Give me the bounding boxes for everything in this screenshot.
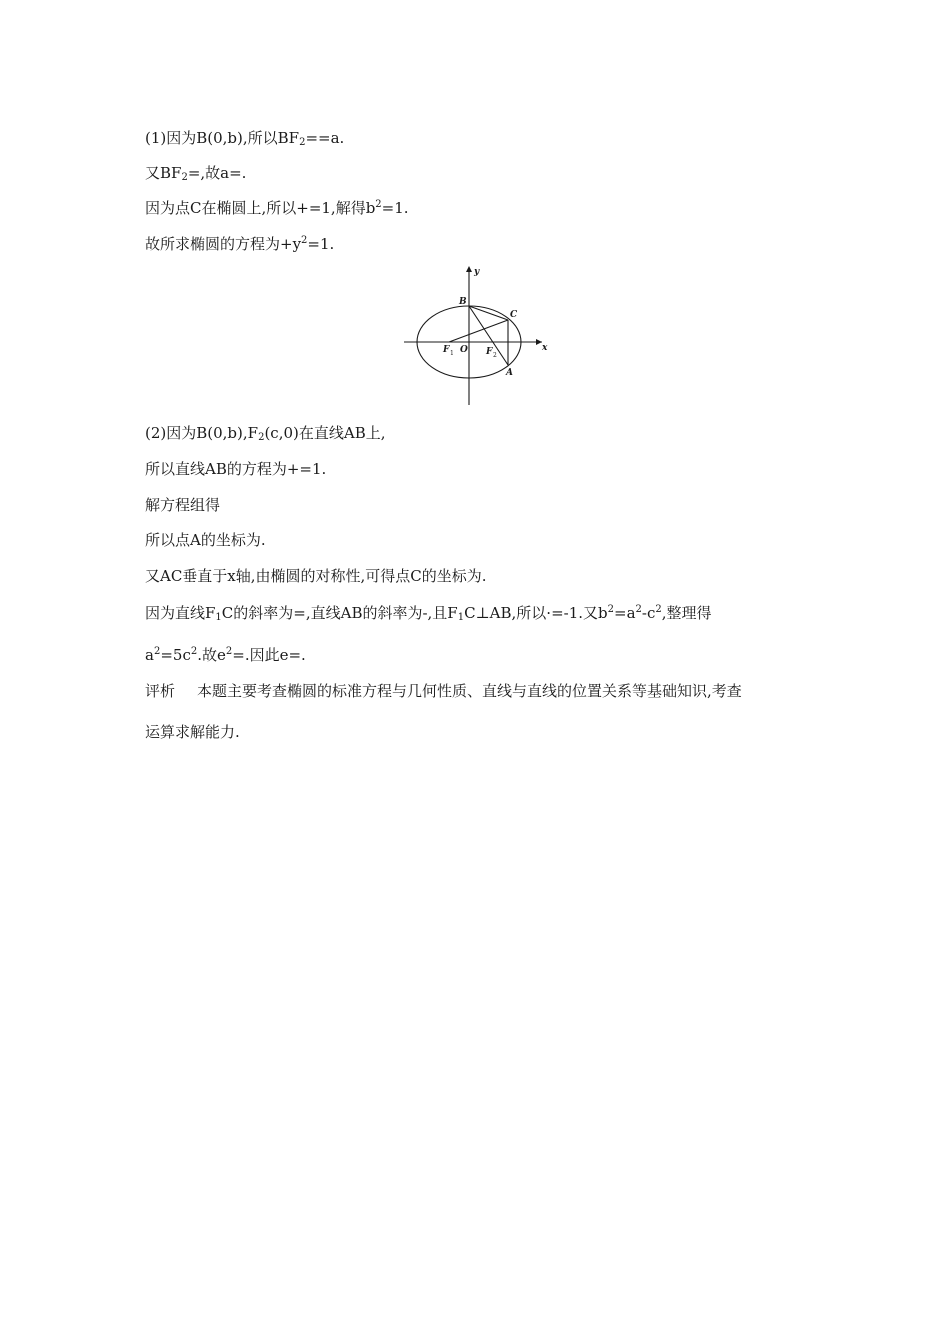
comment-label: 评析 <box>145 682 176 700</box>
superscript: 2 <box>607 604 614 615</box>
text: (1)因为B(0,b),所以BF <box>145 129 300 147</box>
text: =a <box>614 604 636 622</box>
text: ,整理得 <box>661 604 712 622</box>
part1-line2 <box>145 163 246 183</box>
text: C⊥AB,所以·=-1.又b <box>464 604 608 622</box>
focus1-subscript: 1 <box>450 350 454 357</box>
comment-line2 <box>145 722 240 742</box>
text: (c,0)在直线AB上, <box>264 424 386 442</box>
part2-line7 <box>145 645 306 665</box>
part1-line3 <box>145 198 409 218</box>
text: .故e <box>197 646 226 664</box>
text: =.因此e=. <box>232 646 306 664</box>
subscript: 1 <box>457 612 465 623</box>
text: 解方程组得 <box>145 496 221 514</box>
superscript: 2 <box>655 604 662 615</box>
text: 故所求椭圆的方程为+y <box>145 235 302 253</box>
comment-text: 运算求解能力. <box>145 723 240 741</box>
text: ==a. <box>305 129 345 147</box>
part2-line1 <box>145 423 386 443</box>
text: =,故a=. <box>187 164 247 182</box>
comment-text: 本题主要考查椭圆的标准方程与几何性质、直线与直线的位置关系等基础知识,考查 <box>197 682 742 700</box>
subscript: 1 <box>215 612 222 623</box>
part2-line5 <box>145 566 487 586</box>
text: 因为直线F <box>145 604 216 622</box>
text: =1. <box>381 199 409 217</box>
point-c-label: C <box>510 310 518 320</box>
point-a-label: A <box>506 368 513 378</box>
part2-line2 <box>145 459 326 479</box>
part1-line4 <box>145 234 334 254</box>
subscript: 2 <box>181 172 188 183</box>
part2-line6 <box>145 603 712 623</box>
text: C的斜率为=,直线AB的斜率为-,且F <box>221 604 458 622</box>
ellipse-figure <box>402 262 548 408</box>
y-axis-arrow <box>466 266 472 272</box>
focus2-subscript: 2 <box>493 352 497 359</box>
superscript: 2 <box>225 646 233 657</box>
text: =1. <box>307 235 335 253</box>
text: 又BF <box>145 164 182 182</box>
segment-f1c <box>449 320 508 342</box>
text: =5c <box>160 646 191 664</box>
part2-line3 <box>145 495 220 515</box>
subscript: 2 <box>299 137 306 148</box>
axis-y-label: y <box>474 267 480 277</box>
focus1-label: F <box>443 345 450 355</box>
text: -c <box>641 604 656 622</box>
text: a <box>145 646 154 664</box>
superscript: 2 <box>190 646 198 657</box>
origin-label: O <box>460 345 468 355</box>
superscript: 2 <box>635 604 642 615</box>
focus2-label: F <box>486 347 493 357</box>
superscript: 2 <box>153 646 161 657</box>
text: 所以直线AB的方程为+=1. <box>145 460 327 478</box>
text: 又AC垂直于x轴,由椭圆的对称性,可得点C的坐标为. <box>145 567 487 585</box>
point-b-label: B <box>459 297 467 307</box>
superscript: 2 <box>375 199 382 210</box>
part2-line4 <box>145 530 266 550</box>
text: 所以点A的坐标为. <box>145 531 266 549</box>
ellipse-diagram <box>402 262 548 408</box>
text: 因为点C在椭圆上,所以+=1,解得b <box>145 199 376 217</box>
axis-x-label: x <box>542 343 548 353</box>
part1-line1 <box>145 128 344 148</box>
subscript: 2 <box>258 432 265 443</box>
superscript: 2 <box>301 235 308 246</box>
text: (2)因为B(0,b),F <box>145 424 259 442</box>
comment-line1 <box>145 681 742 701</box>
